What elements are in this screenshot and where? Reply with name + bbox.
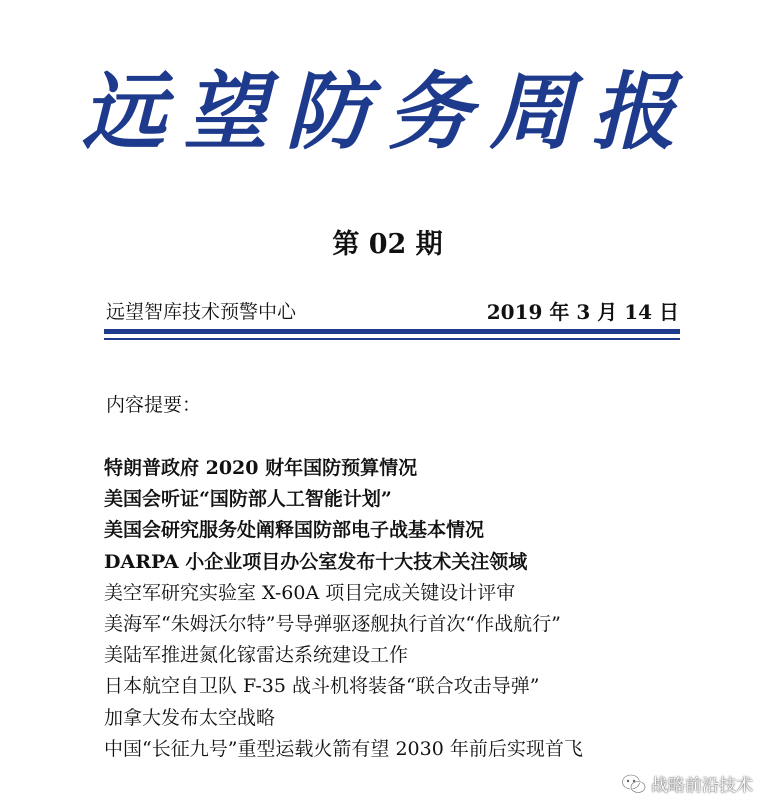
watermark [621, 771, 753, 796]
header-rule-thick [104, 329, 680, 334]
contents-item: 美海军“朱姆沃尔特”号导弹驱逐舰执行首次“作战航行” [104, 612, 561, 635]
contents-list [104, 454, 744, 766]
contents-item: DARPA 小企业项目办公室发布十大技术关注领域 [104, 550, 528, 573]
contents-item: 中国“长征九号”重型运载火箭有望 2030 年前后实现首飞 [104, 737, 583, 760]
contents-item: 特朗普政府 2020 财年国防预算情况 [104, 457, 418, 479]
organization-name: 远望智库技术预警中心 [106, 301, 297, 323]
contents-item: 美陆军推进氮化镓雷达系统建设工作 [104, 644, 409, 667]
contents-item: 美空军研究实验室 X-60A 项目完成关键设计评审 [104, 581, 516, 604]
issue-date: 2019 年 3 月 14 日 [486, 300, 679, 324]
contents-item: 美国会听证“国防部人工智能计划” [104, 488, 392, 511]
watermark-text: 战略前沿技术 [651, 776, 753, 796]
wechat-icon [621, 773, 647, 795]
masthead-title: 远望防务周报 [81, 63, 694, 161]
contents-item: 加拿大发布太空战略 [104, 706, 276, 729]
contents-title: 内容提要： [106, 394, 202, 416]
header-rule-thin [104, 338, 680, 340]
issue-number: 第 02 期 [332, 229, 443, 260]
contents-item: 日本航空自卫队 F-35 战斗机将装备“联合攻击导弹” [104, 675, 540, 698]
contents-item: 美国会研究服务处阐释国防部电子战基本情况 [104, 519, 485, 542]
